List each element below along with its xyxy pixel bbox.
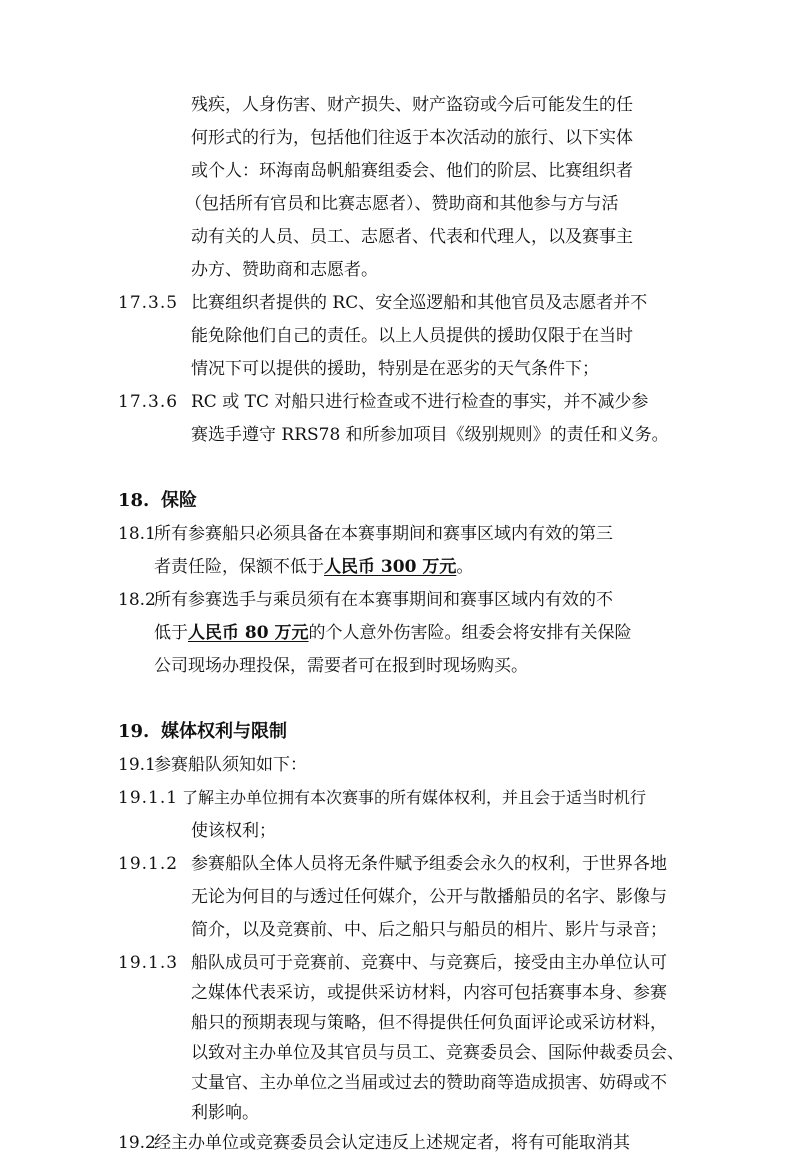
clause-number: 19.1.2 <box>118 854 179 874</box>
clause-line: 之媒体代表采访，或提供采访材料，内容可包括赛事本身、参赛 <box>191 983 667 1003</box>
clause-line: 情况下可以提供的援助，特别是在恶劣的天气条件下； <box>191 359 599 379</box>
clause-line: 简介，以及竞赛前、中、后之船只与船员的相片、影片与录音； <box>191 920 667 940</box>
insurance-amount: 人民币 80 万元 <box>188 623 309 643</box>
section-18-title: 保险 <box>161 490 197 511</box>
clause-line: 丈量官、主办单位之当届或过去的赞助商等造成损害、妨碍或不 <box>191 1073 667 1093</box>
section-19-number: 19. <box>118 721 150 742</box>
clause-line: 了解主办单位拥有本次赛事的所有媒体权利，并且会于适当时机行 <box>182 788 647 807</box>
clause-line: 船只的预期表现与策略，但不得提供任何负面评论或采访材料， <box>191 1013 667 1033</box>
text-segment: 低于 <box>154 623 188 643</box>
clause-line: 所有参赛船只必须具备在本赛事期间和赛事区域内有效的第三 <box>154 524 613 544</box>
clause-number: 19.1.3 <box>118 953 179 973</box>
clause-number: 19.2 <box>118 1133 156 1153</box>
clause-number: 17.3.5 <box>118 293 179 313</box>
clause-line: 所有参赛选手与乘员须有在本赛事期间和赛事区域内有效的不 <box>154 590 613 610</box>
clause-line <box>154 621 632 645</box>
clause-line: 参赛船队须知如下： <box>154 755 307 775</box>
intro-line: 残疾，人身伤害、财产损失、财产盗窃或今后可能发生的任 <box>191 95 633 115</box>
intro-line: 何形式的行为，包括他们往返于本次活动的旅行、以下实体 <box>191 128 633 148</box>
clause-line: 利影响。 <box>191 1103 259 1123</box>
clause-line: RC 或 TC 对船只进行检查或不进行检查的事实，并不减少参 <box>191 392 649 412</box>
text-segment: 。 <box>456 557 474 577</box>
text-segment: 者责任险，保额不低于 <box>154 557 324 577</box>
clause-line: 无论为何目的与透过任何媒介，公开与散播船员的名字、影像与 <box>191 887 667 907</box>
section-19-title: 媒体权利与限制 <box>161 721 287 742</box>
clause-line: 以致对主办单位及其官员与员工、竞赛委员会、国际仲裁委员会、 <box>191 1043 684 1063</box>
clause-number: 19.1.1 <box>118 788 179 808</box>
clause-line: 参赛船队全体人员将无条件赋予组委会永久的权利，于世界各地 <box>191 854 667 874</box>
intro-line: 或个人：环海南岛帆船赛组委会、他们的阶层、比赛组织者 <box>191 161 633 181</box>
clause-line: 公司现场办理投保，需要者可在报到时现场购买。 <box>154 656 528 676</box>
clause-line: 经主办单位或竞赛委员会认定违反上述规定者，将有可能取消其 <box>154 1133 630 1153</box>
clause-number: 19.1 <box>118 755 156 775</box>
text-segment: 的个人意外伤害险。组委会将安排有关保险 <box>308 623 632 643</box>
clause-line <box>154 555 473 579</box>
clause-number: 18.2 <box>118 590 156 610</box>
clause-number: 18.1 <box>118 524 156 544</box>
intro-line: 动有关的人员、员工、志愿者、代表和代理人，以及赛事主 <box>191 227 633 247</box>
clause-line: 比赛组织者提供的 RC、安全巡逻船和其他官员及志愿者并不 <box>191 293 648 313</box>
clause-line: 船队成员可于竞赛前、竞赛中、与竞赛后，接受由主办单位认可 <box>191 953 667 973</box>
insurance-amount: 人民币 300 万元 <box>324 557 457 577</box>
intro-line: （包括所有官员和比赛志愿者）、赞助商和其他参与方与活 <box>185 194 619 214</box>
clause-line: 赛选手遵守 RRS78 和所参加项目《级别规则》的责任和义务。 <box>191 425 669 445</box>
clause-number: 17.3.6 <box>118 392 179 412</box>
intro-line: 办方、赞助商和志愿者。 <box>191 260 378 280</box>
clause-line: 使该权利； <box>191 821 276 841</box>
clause-line: 能免除他们自己的责任。以上人员提供的援助仅限于在当时 <box>191 326 633 346</box>
section-18-number: 18. <box>118 490 150 511</box>
